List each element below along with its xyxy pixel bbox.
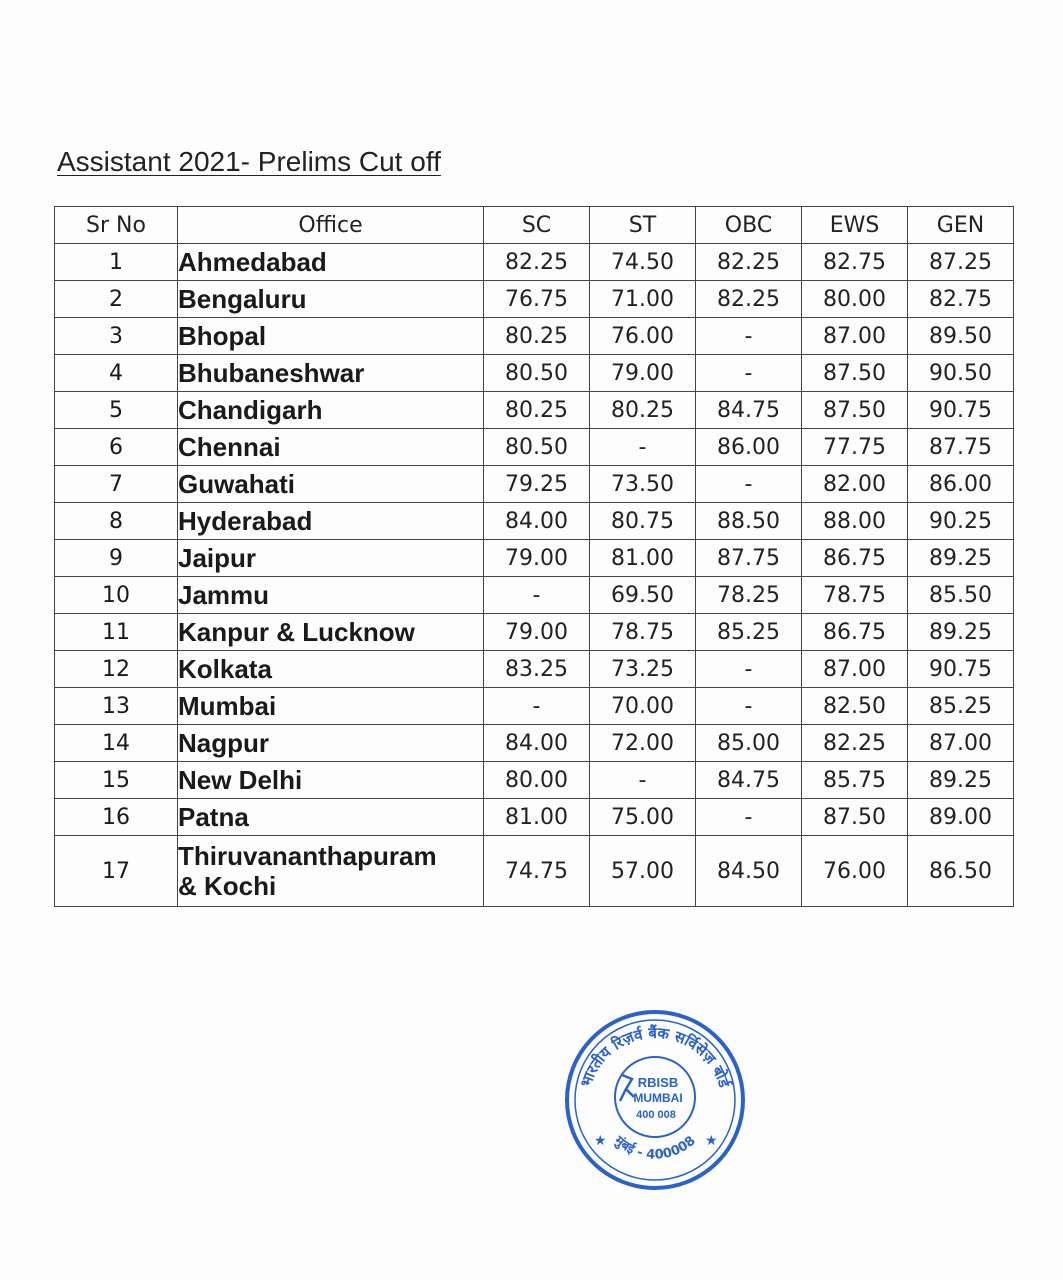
cell-sr-no: 4	[55, 355, 178, 392]
cell-st: 79.00	[590, 355, 696, 392]
cell-gen: 89.25	[908, 614, 1014, 651]
cell-sr-no: 5	[55, 392, 178, 429]
seal-graphic	[560, 1005, 750, 1195]
seal-inner-line1: RBISB	[637, 1075, 679, 1090]
cell-st: -	[590, 429, 696, 466]
cell-obc: -	[696, 688, 802, 725]
cell-sc: 81.00	[484, 799, 590, 836]
cell-office: Kolkata	[178, 651, 484, 688]
cell-obc: -	[696, 318, 802, 355]
cell-sc: 82.25	[484, 244, 590, 281]
cell-ews: 82.50	[802, 688, 908, 725]
cell-obc: -	[696, 651, 802, 688]
cell-st: 69.50	[590, 577, 696, 614]
cell-gen: 89.25	[908, 762, 1014, 799]
cell-office: Chandigarh	[178, 392, 484, 429]
cell-obc: -	[696, 799, 802, 836]
cell-ews: 86.75	[802, 614, 908, 651]
cell-ews: 86.75	[802, 540, 908, 577]
cell-sc: 80.25	[484, 392, 590, 429]
header-sc: SC	[484, 207, 590, 244]
cell-gen: 89.00	[908, 799, 1014, 836]
cell-ews: 80.00	[802, 281, 908, 318]
cell-sr-no: 2	[55, 281, 178, 318]
cell-st: 72.00	[590, 725, 696, 762]
cell-st: 74.50	[590, 244, 696, 281]
cell-ews: 82.75	[802, 244, 908, 281]
seal-star-right: ★	[705, 1132, 718, 1148]
cell-ews: 87.50	[802, 392, 908, 429]
cell-obc: 78.25	[696, 577, 802, 614]
cell-sr-no: 14	[55, 725, 178, 762]
cell-obc: 85.25	[696, 614, 802, 651]
cell-gen: 90.75	[908, 651, 1014, 688]
table-header-row	[55, 207, 1014, 244]
header-gen: GEN	[908, 207, 1014, 244]
cell-sc: 80.25	[484, 318, 590, 355]
cell-ews: 87.00	[802, 318, 908, 355]
cell-sc: 76.75	[484, 281, 590, 318]
table-row	[55, 392, 1014, 429]
table-row	[55, 577, 1014, 614]
cell-office-line1: Thiruvananthapuram	[178, 841, 437, 871]
cell-obc: 88.50	[696, 503, 802, 540]
cell-gen: 87.00	[908, 725, 1014, 762]
cell-sc: -	[484, 688, 590, 725]
header-sr-no: Sr No	[55, 207, 178, 244]
cell-ews: 77.75	[802, 429, 908, 466]
cell-office: Guwahati	[178, 466, 484, 503]
cell-gen: 87.25	[908, 244, 1014, 281]
cell-sc: 84.00	[484, 503, 590, 540]
table-row	[55, 651, 1014, 688]
cell-st: -	[590, 762, 696, 799]
cell-office: Jammu	[178, 577, 484, 614]
table-row	[55, 429, 1014, 466]
cell-obc: 86.00	[696, 429, 802, 466]
header-obc: OBC	[696, 207, 802, 244]
cell-gen: 90.25	[908, 503, 1014, 540]
cell-obc: 84.75	[696, 762, 802, 799]
cell-sc: 83.25	[484, 651, 590, 688]
table-row	[55, 281, 1014, 318]
rbisb-seal-stamp	[560, 1005, 750, 1195]
seal-inner-line3: 400 008	[636, 1109, 676, 1121]
cell-obc: -	[696, 355, 802, 392]
cell-st: 75.00	[590, 799, 696, 836]
cell-sr-no: 7	[55, 466, 178, 503]
cell-ews: 82.25	[802, 725, 908, 762]
cell-sr-no: 17	[55, 836, 178, 907]
cell-sr-no: 6	[55, 429, 178, 466]
cell-ews: 82.00	[802, 466, 908, 503]
cell-gen: 90.75	[908, 392, 1014, 429]
cell-office: Patna	[178, 799, 484, 836]
header-office: Office	[178, 207, 484, 244]
cell-ews: 88.00	[802, 503, 908, 540]
cell-obc: -	[696, 466, 802, 503]
cell-sr-no: 9	[55, 540, 178, 577]
cell-ews: 85.75	[802, 762, 908, 799]
cell-obc: 82.25	[696, 244, 802, 281]
seal-emblem-icon	[620, 1075, 634, 1101]
seal-inner-line2: MUMBAI	[633, 1091, 683, 1105]
cell-st: 71.00	[590, 281, 696, 318]
table-row	[55, 725, 1014, 762]
cell-sc: 80.50	[484, 355, 590, 392]
cell-office: Chennai	[178, 429, 484, 466]
cell-obc: 82.25	[696, 281, 802, 318]
cell-st: 73.50	[590, 466, 696, 503]
cell-sr-no: 15	[55, 762, 178, 799]
table-row	[55, 836, 1014, 907]
cell-gen: 87.75	[908, 429, 1014, 466]
table-row	[55, 762, 1014, 799]
cell-office: Jaipur	[178, 540, 484, 577]
cell-sc: 74.75	[484, 836, 590, 907]
cell-sr-no: 10	[55, 577, 178, 614]
cell-office: Hyderabad	[178, 503, 484, 540]
cell-sr-no: 1	[55, 244, 178, 281]
table-row	[55, 614, 1014, 651]
cell-office: Kanpur & Lucknow	[178, 614, 484, 651]
header-ews: EWS	[802, 207, 908, 244]
page-title: Assistant 2021- Prelims Cut off	[57, 146, 441, 177]
cell-office: Bhopal	[178, 318, 484, 355]
cell-gen: 86.50	[908, 836, 1014, 907]
cell-st: 76.00	[590, 318, 696, 355]
cell-ews: 87.50	[802, 355, 908, 392]
cell-sc: 84.00	[484, 725, 590, 762]
table-row	[55, 355, 1014, 392]
cell-office: New Delhi	[178, 762, 484, 799]
cell-obc: 85.00	[696, 725, 802, 762]
cell-gen: 89.25	[908, 540, 1014, 577]
table-row	[55, 503, 1014, 540]
cell-obc: 87.75	[696, 540, 802, 577]
cell-sc: 80.00	[484, 762, 590, 799]
cell-ews: 76.00	[802, 836, 908, 907]
cell-ews: 87.50	[802, 799, 908, 836]
cell-gen: 86.00	[908, 466, 1014, 503]
table-row	[55, 318, 1014, 355]
table-row	[55, 688, 1014, 725]
cell-sc: 80.50	[484, 429, 590, 466]
table-row	[55, 540, 1014, 577]
cell-sc: 79.25	[484, 466, 590, 503]
cell-obc: 84.50	[696, 836, 802, 907]
seal-bottom-text: मुंबई - 400008	[611, 1133, 699, 1163]
cell-sc: 79.00	[484, 614, 590, 651]
cell-st: 70.00	[590, 688, 696, 725]
table-row	[55, 244, 1014, 281]
table-row	[55, 466, 1014, 503]
cell-gen: 82.75	[908, 281, 1014, 318]
cutoff-table	[54, 206, 1014, 907]
cell-sc: 79.00	[484, 540, 590, 577]
cell-office: Bengaluru	[178, 281, 484, 318]
cell-st: 80.25	[590, 392, 696, 429]
seal-outer-text: भारतीय रिज़र्व बैंक सर्विसेज़ बोर्ड	[576, 1023, 734, 1090]
cell-sr-no: 3	[55, 318, 178, 355]
cell-office: Mumbai	[178, 688, 484, 725]
cell-sc: -	[484, 577, 590, 614]
cell-gen: 90.50	[908, 355, 1014, 392]
cell-office	[178, 836, 484, 907]
cell-ews: 87.00	[802, 651, 908, 688]
cell-office: Ahmedabad	[178, 244, 484, 281]
cell-st: 81.00	[590, 540, 696, 577]
cell-office-line2: & Kochi	[178, 871, 277, 901]
cell-sr-no: 13	[55, 688, 178, 725]
cell-sr-no: 12	[55, 651, 178, 688]
cell-sr-no: 11	[55, 614, 178, 651]
cell-gen: 85.50	[908, 577, 1014, 614]
cell-ews: 78.75	[802, 577, 908, 614]
cell-sr-no: 16	[55, 799, 178, 836]
cell-gen: 85.25	[908, 688, 1014, 725]
cell-gen: 89.50	[908, 318, 1014, 355]
cell-office: Nagpur	[178, 725, 484, 762]
cell-obc: 84.75	[696, 392, 802, 429]
cell-st: 73.25	[590, 651, 696, 688]
cell-st: 57.00	[590, 836, 696, 907]
cell-st: 78.75	[590, 614, 696, 651]
cell-st: 80.75	[590, 503, 696, 540]
seal-star-left: ★	[594, 1132, 607, 1148]
cell-office: Bhubaneshwar	[178, 355, 484, 392]
cell-sr-no: 8	[55, 503, 178, 540]
header-st: ST	[590, 207, 696, 244]
table-row	[55, 799, 1014, 836]
